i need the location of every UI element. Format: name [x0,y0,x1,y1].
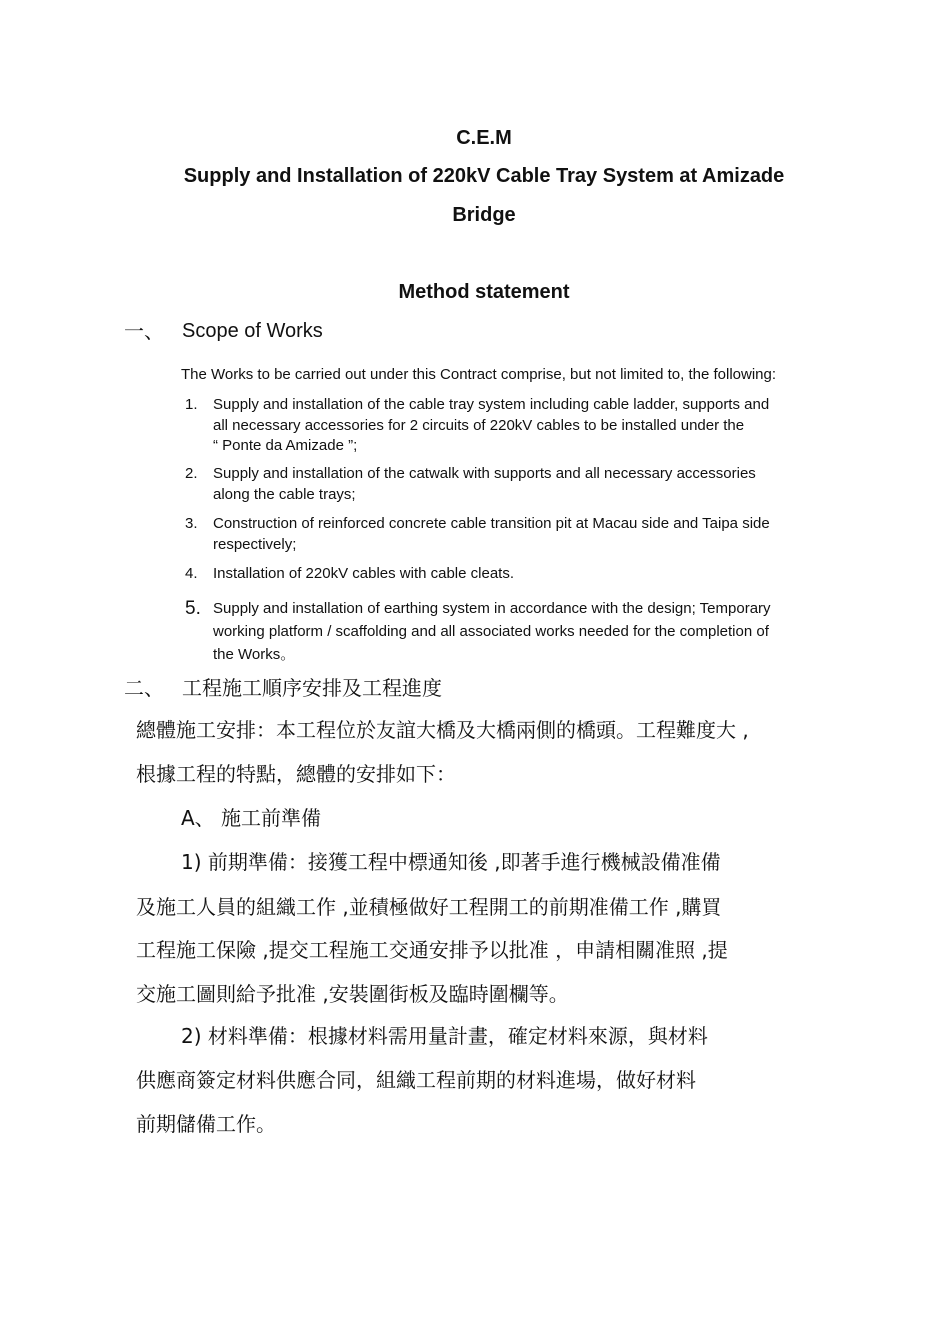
scope-item-line: along the cable trays; [213,485,356,503]
scope-item-text [213,564,833,585]
prep-paragraph-line-2: 及施工人員的組織工作 ,並積極做好工程開工的前期准備工作 ,購買 [136,895,722,919]
prep-paragraph-line-3: 工程施工保險 ,提交工程施工交通安排予以批准 ，申請相關准照 ,提 [136,938,728,962]
scope-item-4 [185,564,835,585]
material-paragraph-line-1: 2) 材料準備：根據材料需用量計畫，確定材料來源，與材料 [181,1024,708,1048]
scope-item-number: 1. [185,396,198,413]
scope-item-line: Supply and installation of earthing system in accordance with the design; Temporary [213,600,771,617]
scope-item-text [213,514,833,555]
scope-item-text [213,395,833,457]
scope-item-1 [185,395,835,457]
prep-paragraph-line-1: 1) 前期準備：接獲工程中標通知後 ,即著手進行機械設備准備 [181,850,721,874]
scope-item-line: Installation of 220kV cables with cable cleats. [213,565,515,582]
material-paragraph-line-2: 供應商簽定材料供應合同，組織工程前期的材料進場，做好材料 [136,1068,696,1092]
section-2-number: 二、 [124,676,164,700]
material-paragraph-line-3: 前期儲備工作。 [136,1112,276,1136]
scope-item-line: Supply and installation of the cable tray system including cable ladder, supports and [213,396,770,413]
scope-item-line: all necessary accessories for 2 circuits of 220kV cables to be installed under the [213,416,745,434]
scope-item-2 [185,464,835,506]
scope-item-text [213,597,833,666]
scope-item-line: “ Ponte da Amizade ”; [213,437,358,454]
document-subtitle: Method statement [398,281,570,303]
prep-paragraph-line-4: 交施工圖則給予批准 ,安裝圍街板及臨時圍欄等。 [136,982,569,1006]
overview-line-1: 總體施工安排：本工程位於友誼大橋及大橋兩側的橋頭。工程難度大 , [136,718,749,742]
scope-item-line: respectively; [213,535,297,553]
scope-item-number: 2. [185,465,198,482]
org-title: C.E.M [456,127,512,149]
subsection-a-heading: A、 施工前準備 [181,806,322,830]
project-title-line-2: Bridge [452,204,516,226]
scope-item-number: 3. [185,515,198,532]
project-title-line-1: Supply and Installation of 220kV Cable Tray System at Amizade [183,165,785,187]
scope-intro: The Works to be carried out under this Contract comprise, but not limited to, the following: [181,366,777,383]
scope-item-number: 5. [185,598,201,619]
scope-item-number: 4. [185,565,198,582]
scope-item-line: the Works。 [213,646,296,663]
section-1-number: 一、 [124,319,164,343]
scope-item-line: Supply and installation of the catwalk with supports and all necessary accessories [213,465,756,482]
scope-item-line: working platform / scaffolding and all associated works needed for the completion of [213,623,769,640]
scope-item-3 [185,514,835,556]
section-2-title: 工程施工順序安排及工程進度 [182,676,442,700]
scope-item-text [213,464,833,505]
scope-item-line: Construction of reinforced concrete cable transition pit at Macau side and Taipa side [213,515,770,532]
section-1-title: Scope of Works [182,320,323,342]
overview-line-2: 根據工程的特點，總體的安排如下： [136,762,456,786]
scope-item-5 [185,597,835,667]
